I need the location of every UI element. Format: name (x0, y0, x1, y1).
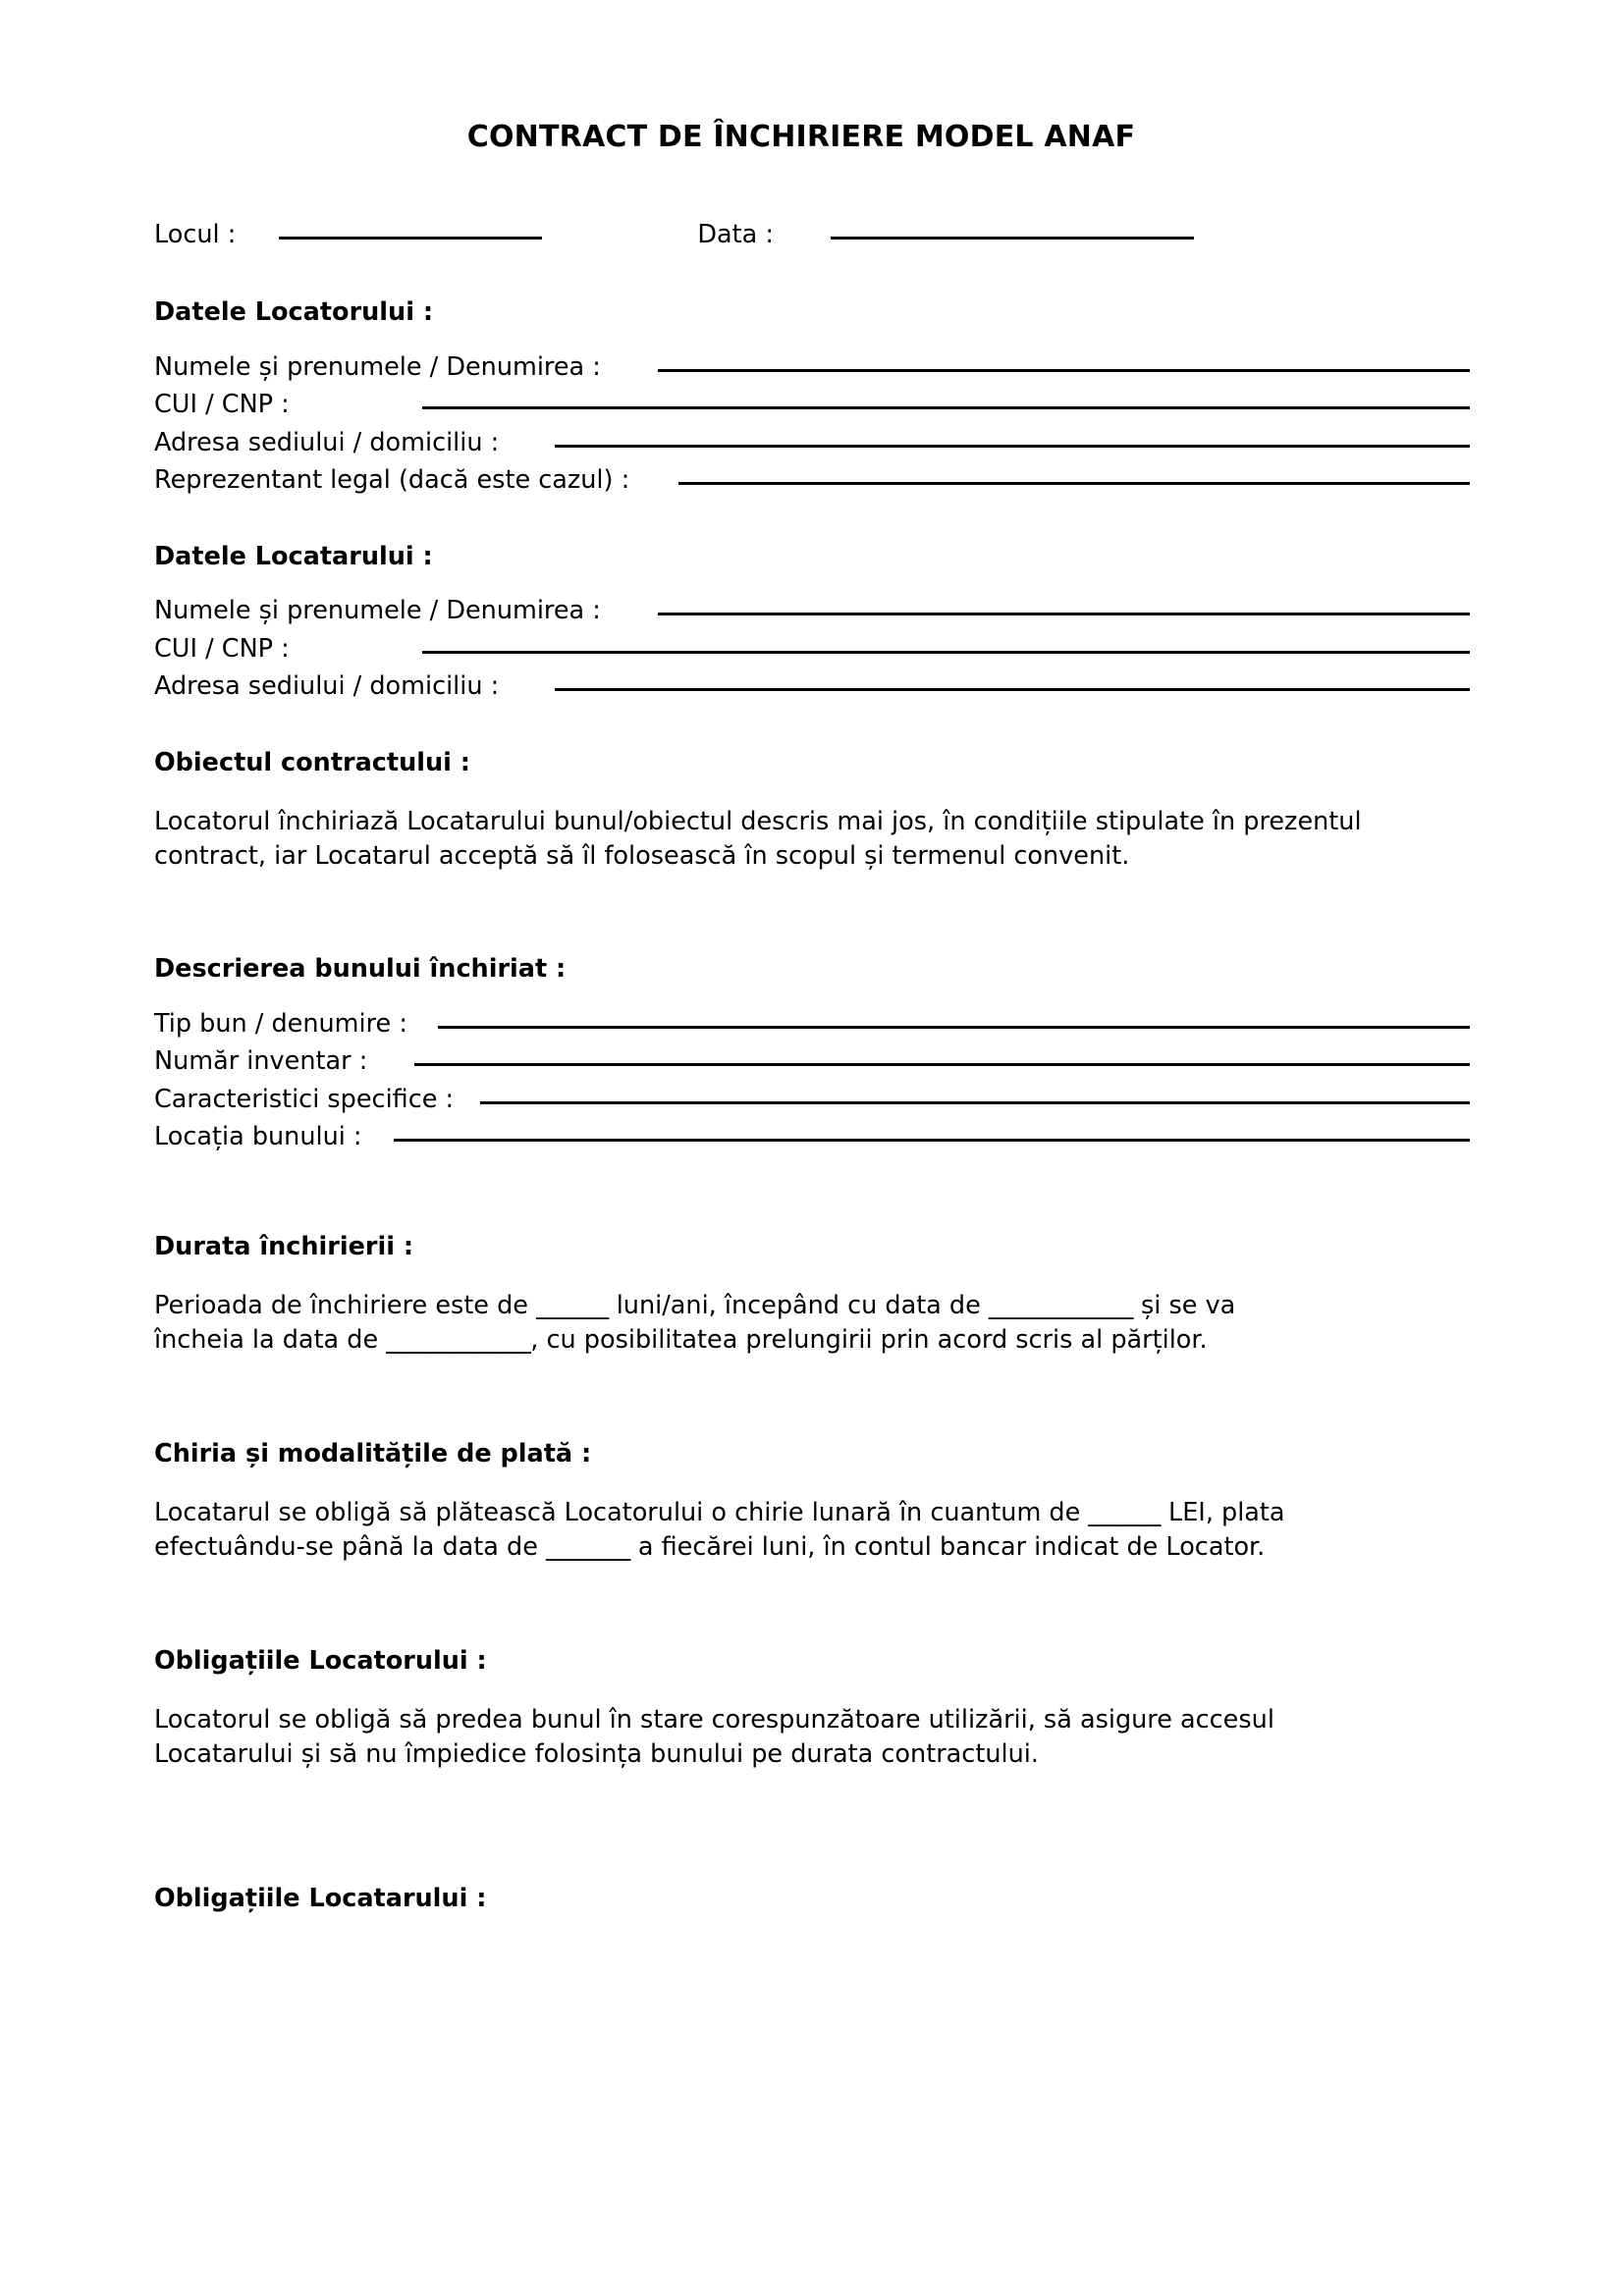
durata-blank-perioada[interactable]: ______ (536, 1291, 609, 1321)
field-row-locator-adresa (154, 427, 1470, 457)
locul-input-line[interactable] (279, 237, 542, 240)
spacer (154, 1855, 1470, 1887)
field-input-line[interactable] (422, 406, 1470, 409)
field-label: CUI / CNP : (154, 390, 290, 419)
obiect-body-text: Locatorul închiriază Locatarului bunul/obiectul descris mai jos, în condițiile stipulate în prezentul contract, iar Locatarul acceptă să îl folosească în scopul și termenul convenit. (154, 807, 1362, 871)
spacer (154, 775, 1470, 805)
field-row-locatar-cui (154, 633, 1470, 664)
durata-body-text (154, 1289, 1389, 1357)
durata-line1-part-a: Perioada de închiriere este de (154, 1291, 537, 1321)
field-row-tip-bun (154, 1008, 1470, 1039)
spacer (154, 1467, 1470, 1496)
field-label: Numele și prenumele / Denumirea : (154, 596, 601, 625)
chiria-line2-part-b: a fiecărei luni, în contul bancar indicat de Locator. (629, 1531, 1266, 1562)
spacer (154, 624, 1470, 637)
page-title: CONTRACT DE ÎNCHIRIERE MODEL ANAF (466, 120, 1136, 154)
durata-line1-part-c: și se va (1132, 1291, 1236, 1321)
spacer (154, 569, 1470, 599)
field-label: Locația bunului : (154, 1122, 362, 1152)
field-label: Tip bun / denumire : (154, 1008, 407, 1039)
field-label: Reprezentant legal (dacă este cazul) : (154, 465, 630, 495)
field-input-line[interactable] (658, 613, 1470, 615)
field-input-line[interactable] (658, 369, 1470, 372)
field-row-locator-reprezentant (154, 465, 1470, 495)
spacer (154, 249, 1470, 300)
field-input-line[interactable] (438, 1026, 1470, 1029)
chiria-line1-part-b: LEI, plata (1160, 1498, 1285, 1528)
field-row-locator-cui (154, 390, 1470, 419)
spacer (154, 1259, 1470, 1289)
chiria-blank-suma[interactable]: ______ (1088, 1498, 1161, 1528)
chiria-blank-zi[interactable]: _______ (546, 1531, 630, 1562)
chiria-line2-part-a: efectuându-se până la data de (154, 1531, 546, 1562)
chiria-body-text (154, 1496, 1389, 1564)
durata-line1-part-b: luni/ani, începând cu data de (608, 1291, 989, 1321)
field-input-line[interactable] (422, 651, 1470, 654)
field-row-locatia-bunului (154, 1122, 1470, 1152)
spacer (154, 326, 1470, 355)
field-input-line[interactable] (480, 1101, 1470, 1104)
spacer (154, 873, 1470, 957)
data-input-line[interactable] (831, 237, 1194, 240)
section-heading-oblig-locatar: Obligațiile Locatarului : (154, 1884, 487, 1914)
section-heading-locator: Datele Locatorului : (154, 297, 434, 327)
field-label: Număr inventar : (154, 1046, 368, 1077)
section-heading-durata: Durata închirierii : (154, 1231, 414, 1261)
section-heading-obiect: Obiectul contractului : (154, 747, 470, 777)
field-row-locator-nume (154, 351, 1470, 382)
durata-line2-part-a: încheia la data de (154, 1325, 387, 1356)
field-input-line[interactable] (394, 1139, 1470, 1142)
field-input-line[interactable] (555, 688, 1470, 691)
field-row-caracteristici (154, 1084, 1470, 1114)
field-label: Caracteristici specifice : (154, 1084, 455, 1114)
field-label: Adresa sediului / domiciliu : (154, 671, 500, 701)
field-label: Numele și prenumele / Denumirea : (154, 351, 601, 382)
section-heading-descriere: Descrierea bunului închiriat : (154, 954, 567, 985)
spacer (154, 1150, 1470, 1235)
oblig-locator-body-text: Locatorul se obligă să predea bunul în stare corespunzătoare utilizării, să asigure accesul Locatarului și să nu împiedice folosința bunului pe durata contractului. (154, 1705, 1274, 1769)
field-row-locatar-nume (154, 596, 1470, 625)
spacer (154, 700, 1470, 751)
spacer (154, 380, 1470, 393)
spacer (154, 1771, 1470, 1855)
spacer (154, 1565, 1470, 1649)
field-row-locatar-adresa (154, 671, 1470, 701)
durata-line2-part-b: , cu posibilitatea prelungirii prin acord scris al părților. (530, 1325, 1208, 1356)
field-input-line[interactable] (555, 445, 1470, 448)
durata-blank-data-inceput[interactable]: ____________ (988, 1291, 1133, 1321)
spacer (154, 1358, 1470, 1442)
field-label: Adresa sediului / domiciliu : (154, 427, 500, 457)
header-fields-row (154, 220, 1470, 249)
field-input-line[interactable] (414, 1063, 1470, 1066)
spacer (154, 983, 1470, 1012)
data-label: Data : (697, 220, 774, 249)
spacer (154, 1674, 1470, 1703)
field-input-line[interactable] (678, 482, 1470, 485)
field-label: CUI / CNP : (154, 633, 290, 664)
section-heading-oblig-locator: Obligațiile Locatorului : (154, 1645, 487, 1676)
spacer (154, 494, 1470, 545)
locul-label: Locul : (154, 220, 237, 249)
section-heading-chiria: Chiria și modalitățile de plată : (154, 1438, 592, 1468)
section-heading-locatar: Datele Locatarului : (154, 541, 433, 571)
durata-blank-data-sfarsit[interactable]: ____________ (386, 1325, 531, 1356)
chiria-line1-part-a: Locatarul se obligă să plătească Locatorului o chirie lunară în cuantum de (154, 1498, 1089, 1528)
field-row-numar-inventar (154, 1046, 1470, 1077)
